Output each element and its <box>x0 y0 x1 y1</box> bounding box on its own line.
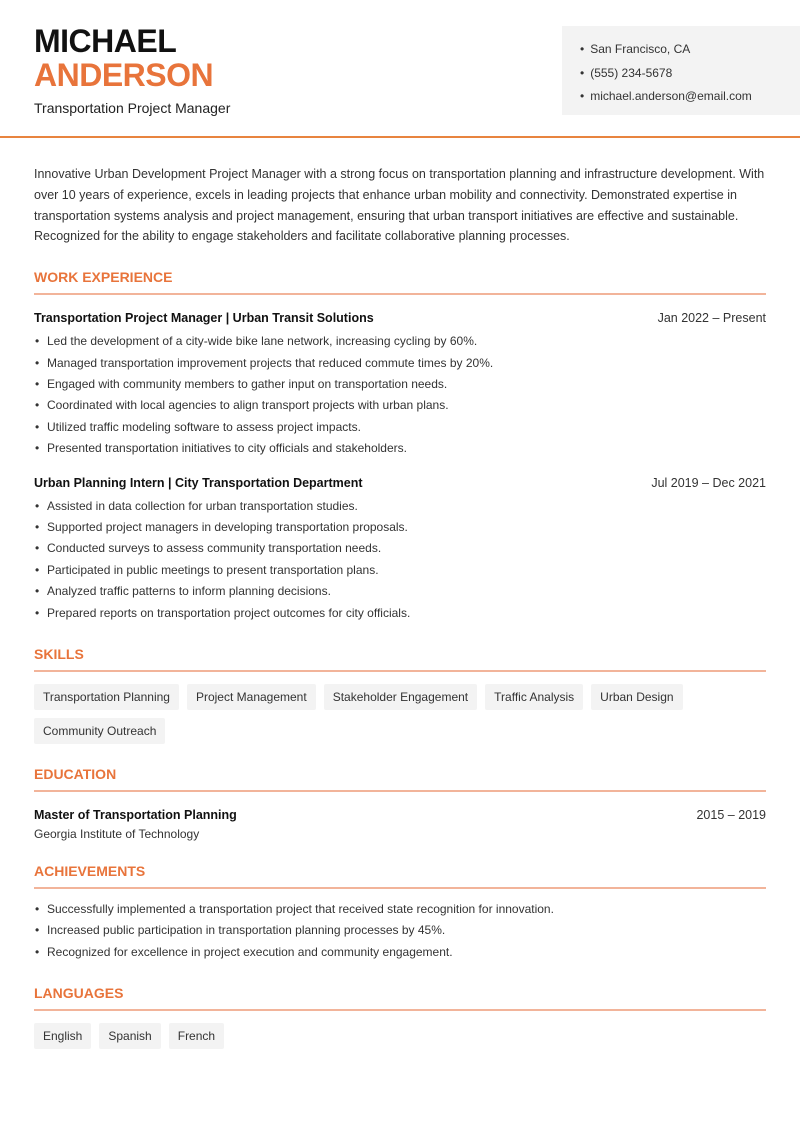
job-header <box>34 309 766 327</box>
job-date: Jan 2022 – Present <box>657 311 766 326</box>
skill-chip: Transportation Planning <box>34 684 179 710</box>
section-heading-work: WORK EXPERIENCE <box>34 269 766 295</box>
education-date: 2015 – 2019 <box>696 808 766 823</box>
bullet-item: • Participated in public meetings to present transportation plans. <box>34 560 766 581</box>
language-chip: French <box>169 1023 224 1049</box>
skill-chip: Stakeholder Engagement <box>324 684 477 710</box>
section-heading-skills: SKILLS <box>34 646 766 672</box>
section-heading-languages: LANGUAGES <box>34 985 766 1011</box>
skill-chip: Urban Design <box>591 684 682 710</box>
first-name: MICHAEL <box>34 23 177 59</box>
skill-chip: Community Outreach <box>34 718 165 744</box>
job-position: Transportation Project Manager | Urban Transit Solutions <box>34 311 374 326</box>
bullet-item: • Supported project managers in developing transportation proposals. <box>34 517 766 538</box>
job-date: Jul 2019 – Dec 2021 <box>651 475 766 490</box>
bullet-item: • Coordinated with local agencies to align transport projects with urban plans. <box>34 395 766 416</box>
bullet-item: • Assisted in data collection for urban transportation studies. <box>34 496 766 517</box>
resume-header <box>0 0 800 138</box>
skill-chip: Traffic Analysis <box>485 684 583 710</box>
degree: Master of Transportation Planning <box>34 808 237 823</box>
achievements-list <box>34 899 766 963</box>
bullet-item: • Prepared reports on transportation project outcomes for city officials. <box>34 603 766 624</box>
bullet-item: • Utilized traffic modeling software to assess project impacts. <box>34 417 766 438</box>
bullet-item: • Analyzed traffic patterns to inform planning decisions. <box>34 581 766 602</box>
achievement-item: • Successfully implemented a transportation project that received state recognition for innovation. <box>34 899 766 920</box>
bullet-item: • Presented transportation initiatives to city officials and stakeholders. <box>34 438 766 459</box>
achievement-item: • Recognized for excellence in project execution and community engagement. <box>34 942 766 963</box>
achievement-item: • Increased public participation in transportation planning processes by 45%. <box>34 920 766 941</box>
contact-phone: • (555) 234-5678 <box>580 62 800 86</box>
summary: Innovative Urban Development Project Manager with a strong focus on transportation planning and infrastructure development. With over 10 years of experience, excels in leading projects that enhance urban mobility and connectivity. Demonstrated expertise in transportation systems analysis and project management, ensuring that urban transport initiatives are effective and sustainable. Recognized for the ability to engage stakeholders and facilitate collaborative planning processes. <box>34 167 765 244</box>
bullet-item: • Led the development of a city-wide bike lane network, increasing cycling by 60%. <box>34 331 766 352</box>
job-entry <box>34 309 766 459</box>
job-entry <box>34 474 766 624</box>
bullet-item: • Engaged with community members to gather input on transportation needs. <box>34 374 766 395</box>
education-entry <box>34 806 766 841</box>
bullet-item: • Conducted surveys to assess community transportation needs. <box>34 538 766 559</box>
section-heading-achievements: ACHIEVEMENTS <box>34 863 766 889</box>
contact-box <box>562 26 800 115</box>
last-name: ANDERSON <box>34 57 214 93</box>
languages-list <box>34 1023 766 1049</box>
job-position: Urban Planning Intern | City Transportation Department <box>34 475 363 490</box>
language-chip: Spanish <box>99 1023 160 1049</box>
bullet-item: • Managed transportation improvement projects that reduced commute times by 20%. <box>34 353 766 374</box>
language-chip: English <box>34 1023 91 1049</box>
skill-chip: Project Management <box>187 684 316 710</box>
job-header <box>34 474 766 492</box>
candidate-name <box>34 24 213 92</box>
job-bullets <box>34 331 766 459</box>
school: Georgia Institute of Technology <box>34 827 200 842</box>
skills-list <box>34 684 766 744</box>
section-heading-education: EDUCATION <box>34 766 766 792</box>
contact-email: • michael.anderson@email.com <box>580 85 800 109</box>
contact-location: • San Francisco, CA <box>580 38 800 62</box>
job-title: Transportation Project Manager <box>34 100 231 116</box>
job-bullets <box>34 496 766 624</box>
